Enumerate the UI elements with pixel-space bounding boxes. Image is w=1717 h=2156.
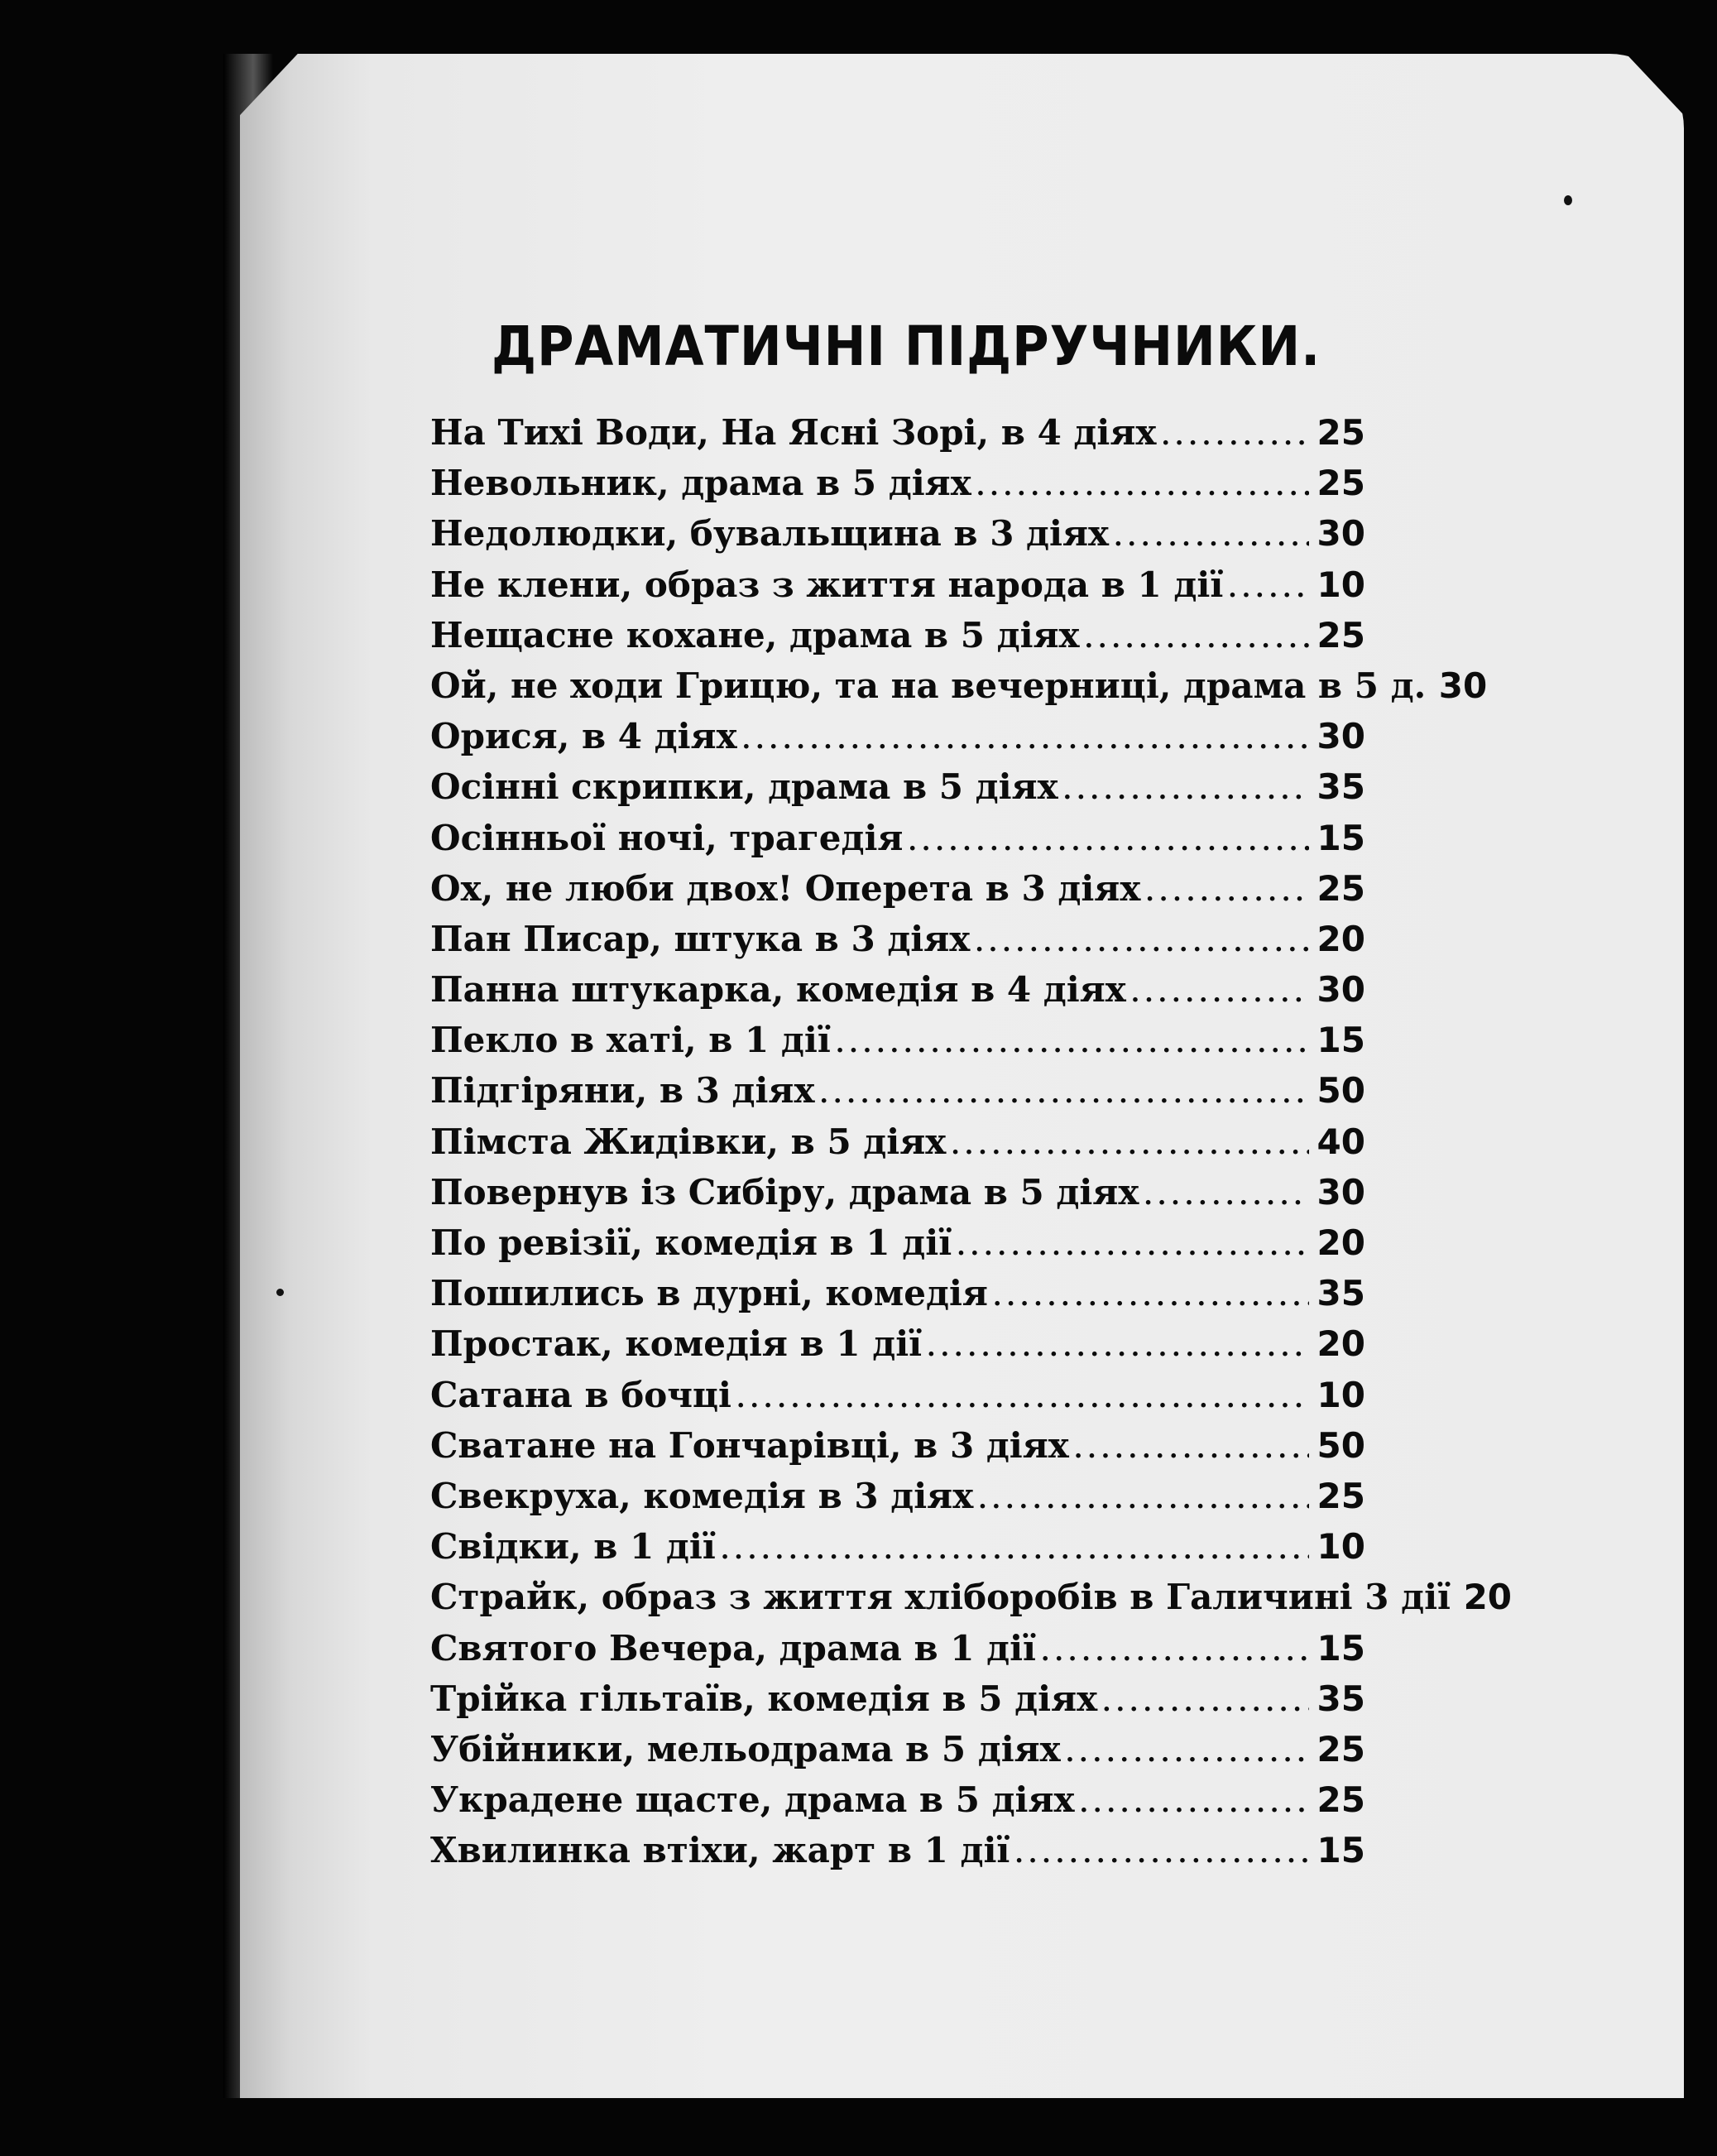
- list-item: [430, 1628, 1365, 1678]
- item-title: Сватане на Гончарівці, в 3 діях: [430, 1424, 1069, 1466]
- item-title: Хвилинка втіхи, жарт в 1 дії: [430, 1830, 1010, 1871]
- dot-leader: [1074, 1435, 1309, 1464]
- list-item: [430, 1020, 1365, 1070]
- item-price: 20: [1317, 1323, 1365, 1365]
- item-title: Свекруха, комедія в 3 діях: [430, 1475, 974, 1516]
- dot-leader: [1114, 523, 1309, 552]
- list-item: [430, 1577, 1513, 1627]
- list-item: [430, 1222, 1365, 1273]
- list-item: [430, 919, 1365, 969]
- item-price: 25: [1317, 412, 1365, 453]
- dot-leader: [1161, 422, 1309, 451]
- item-title: Святого Вечера, драма в 1 дії: [430, 1627, 1037, 1669]
- dot-leader: [736, 1385, 1309, 1414]
- item-price: 30: [1317, 1171, 1365, 1212]
- item-price: 20: [1317, 1222, 1365, 1263]
- list-item: [430, 412, 1365, 463]
- list-item: [430, 564, 1365, 615]
- item-title: Пімста Жидівки, в 5 діях: [430, 1121, 947, 1162]
- dot-leader: [1066, 1739, 1309, 1768]
- item-title: Страйк, образ з життя хліборобів в Галичині 3 дії: [430, 1577, 1451, 1618]
- item-title: Недолюдки, бувальщина в 3 діях: [430, 513, 1110, 555]
- ink-speck: [276, 1289, 284, 1296]
- item-title: Нещасне кохане, драма в 5 діях: [430, 614, 1080, 655]
- item-price: 10: [1317, 564, 1365, 605]
- item-price: 25: [1317, 1475, 1365, 1516]
- item-title: Осінні скрипки, драма в 5 діях: [430, 766, 1058, 808]
- page-title: ДРАМАТИЧНІ ПІДРУЧНИКИ.: [491, 315, 1321, 378]
- item-title: Повернув із Сибіру, драма в 5 діях: [430, 1171, 1139, 1212]
- dot-leader: [1144, 1182, 1309, 1211]
- item-title: На Тихі Води, На Ясні Зорі, в 4 діях: [430, 412, 1157, 453]
- dot-leader: [1102, 1688, 1309, 1717]
- list-item: [430, 716, 1365, 766]
- list-item: [430, 1121, 1365, 1172]
- item-title: Пошились в дурні, комедія: [430, 1273, 988, 1314]
- list-item: [430, 1476, 1365, 1526]
- dot-leader: [993, 1283, 1309, 1312]
- item-price: 25: [1317, 1779, 1365, 1821]
- dot-leader: [1145, 878, 1309, 907]
- catalog-list: [430, 412, 1513, 1880]
- item-price: 15: [1317, 817, 1365, 858]
- dot-leader: [1131, 979, 1309, 1008]
- list-item: [430, 1779, 1365, 1830]
- item-price: 30: [1438, 665, 1488, 706]
- item-title: Пан Писар, штука в 3 діях: [430, 918, 971, 959]
- list-item: [430, 665, 1488, 716]
- list-item: [430, 1830, 1365, 1880]
- item-title: Орися, в 4 діях: [430, 716, 737, 757]
- item-title: Убійники, мельодрама в 5 діях: [430, 1728, 1061, 1769]
- list-item: [430, 463, 1365, 513]
- dot-leader: [1228, 574, 1309, 603]
- ink-speck: [1564, 195, 1572, 205]
- item-price: 35: [1317, 1678, 1365, 1719]
- list-item: [430, 1678, 1365, 1729]
- item-title: Украдене щасте, драма в 5 діях: [430, 1779, 1075, 1821]
- item-title: Пекло в хаті, в 1 дії: [430, 1020, 831, 1061]
- item-price: 25: [1317, 614, 1365, 655]
- list-item: [430, 1526, 1365, 1577]
- list-item: [430, 1729, 1365, 1779]
- list-item: [430, 868, 1365, 919]
- item-title: Сатана в бочці: [430, 1374, 732, 1415]
- item-price: 40: [1317, 1121, 1365, 1162]
- item-price: 25: [1317, 1728, 1365, 1769]
- item-price: 35: [1317, 766, 1365, 808]
- list-item: [430, 1273, 1365, 1323]
- dot-leader: [976, 473, 1309, 502]
- list-item: [430, 1375, 1365, 1425]
- item-price: 50: [1317, 1424, 1365, 1466]
- item-title: Ох, не люби двох! Оперета в 3 діях: [430, 867, 1141, 909]
- item-price: 10: [1317, 1526, 1365, 1568]
- item-price: 20: [1463, 1577, 1513, 1618]
- item-price: 30: [1317, 513, 1365, 555]
- dot-leader: [978, 1486, 1309, 1515]
- item-title: Осінньої ночі, трагедія: [430, 817, 904, 858]
- dot-leader: [742, 726, 1309, 755]
- item-title: По ревізії, комедія в 1 дії: [430, 1222, 952, 1263]
- item-title: Панна штукарка, комедія в 4 діях: [430, 969, 1126, 1011]
- item-title: Простак, комедія в 1 дії: [430, 1323, 923, 1365]
- item-price: 30: [1317, 716, 1365, 757]
- list-item: [430, 1172, 1365, 1222]
- item-price: 30: [1317, 969, 1365, 1011]
- list-item: [430, 818, 1365, 868]
- dot-leader: [951, 1131, 1309, 1160]
- list-item: [430, 1070, 1365, 1121]
- list-item: [430, 969, 1365, 1020]
- dot-leader: [1063, 776, 1309, 805]
- item-price: 20: [1317, 918, 1365, 959]
- item-price: 15: [1317, 1627, 1365, 1669]
- item-title: Ой, не ходи Грицю, та на вечерниці, драма в 5 д.: [430, 665, 1427, 706]
- item-title: Трійка гільтаїв, комедія в 5 діях: [430, 1678, 1098, 1719]
- dot-leader: [927, 1333, 1309, 1362]
- dot-leader: [1014, 1840, 1309, 1869]
- item-price: 50: [1317, 1070, 1365, 1112]
- item-price: 15: [1317, 1830, 1365, 1871]
- list-item: [430, 1425, 1365, 1476]
- dot-leader: [820, 1080, 1309, 1109]
- item-price: 15: [1317, 1020, 1365, 1061]
- item-title: Свідки, в 1 дії: [430, 1526, 716, 1568]
- item-title: Підгіряни, в 3 діях: [430, 1070, 815, 1112]
- dot-leader: [721, 1536, 1309, 1565]
- item-title: Невольник, драма в 5 діях: [430, 463, 971, 504]
- dot-leader: [957, 1232, 1309, 1261]
- dot-leader: [908, 828, 1309, 857]
- dot-leader: [1080, 1789, 1309, 1818]
- dot-leader: [1085, 625, 1309, 654]
- item-price: 10: [1317, 1374, 1365, 1415]
- list-item: [430, 766, 1365, 817]
- dot-leader: [836, 1030, 1309, 1059]
- item-price: 25: [1317, 867, 1365, 909]
- list-item: [430, 513, 1365, 564]
- list-item: [430, 1323, 1365, 1374]
- item-price: 35: [1317, 1273, 1365, 1314]
- dot-leader: [975, 929, 1309, 958]
- item-price: 25: [1317, 463, 1365, 504]
- dot-leader: [1041, 1638, 1309, 1667]
- item-title: Не клени, образ з життя народа в 1 дії: [430, 564, 1224, 605]
- list-item: [430, 615, 1365, 665]
